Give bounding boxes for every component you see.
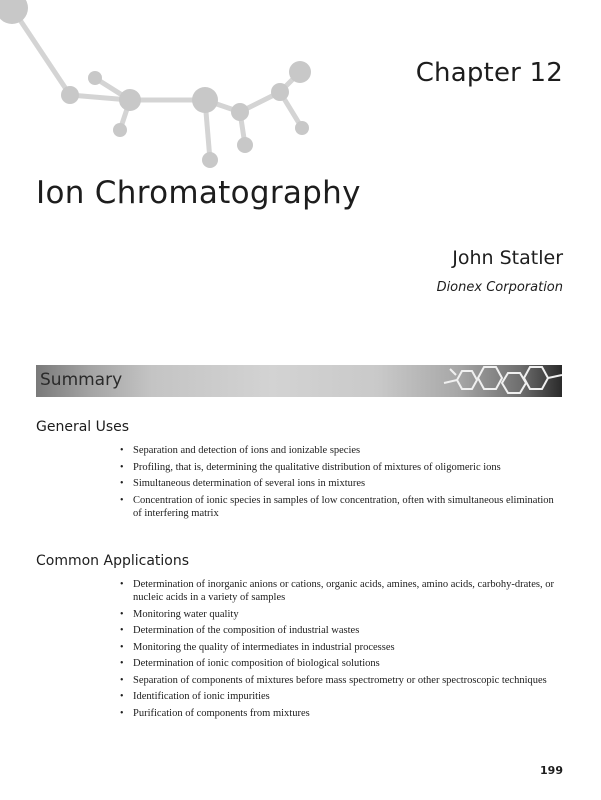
list-item: [120, 494, 565, 520]
bullet-icon: •: [120, 478, 124, 489]
hexagon-network-icon: [422, 365, 562, 397]
bullet-icon: •: [120, 674, 124, 686]
list-item-text: Monitoring water quality: [133, 608, 239, 620]
general-uses-heading: General Uses: [36, 419, 130, 435]
list-item-text: Purification of components from mixtures: [133, 707, 310, 719]
chapter-label: Chapter 12: [415, 58, 563, 88]
list-item-text: Determination of ionic composition of biological solutions: [133, 658, 380, 669]
list-item-text: Monitoring the quality of intermediates in industrial processes: [133, 641, 395, 653]
list-item-text: Determination of the composition of industrial wastes: [133, 625, 360, 636]
bullet-icon: •: [120, 641, 124, 653]
list-item: [120, 578, 565, 604]
list-item-text: Separation of components of mixtures before mass spectrometry or other spectroscopic techniques: [133, 674, 547, 686]
chapter-title: Ion Chromatography: [36, 175, 361, 211]
bullet-icon: •: [120, 658, 124, 669]
molecule-illustration: [0, 0, 340, 185]
bullet-icon: •: [120, 625, 124, 636]
list-item: [120, 657, 565, 670]
list-item: [120, 461, 565, 474]
page-number: 199: [540, 764, 563, 777]
bullet-icon: •: [120, 445, 124, 456]
list-item-text: Simultaneous determination of several ions in mixtures: [133, 478, 366, 489]
author-name: John Statler: [452, 247, 563, 269]
list-item: [120, 641, 565, 654]
summary-heading: Summary: [40, 370, 123, 390]
list-item: [120, 707, 565, 720]
list-item-text: Concentration of ionic species in samples of low concentration, often with simultaneous elimination of interfering matrix: [133, 494, 554, 519]
list-item: [120, 477, 565, 490]
list-item: [120, 624, 565, 637]
bullet-icon: •: [120, 691, 124, 702]
list-item-text: Determination of inorganic anions or cations, organic acids, amines, amino acids, carbohy-drates, or nucleic acids in a variety of samples: [133, 579, 554, 603]
list-item-text: Identification of ionic impurities: [133, 691, 270, 702]
list-item: [120, 690, 565, 703]
bullet-icon: •: [120, 707, 124, 719]
bullet-icon: •: [120, 461, 124, 473]
list-item: [120, 608, 565, 621]
list-item-text: Profiling, that is, determining the qualitative distribution of mixtures of oligomeric ions: [133, 461, 501, 473]
bullet-icon: •: [120, 608, 124, 620]
bullet-icon: •: [120, 494, 124, 506]
general-uses-list: [120, 444, 565, 523]
common-applications-heading: Common Applications: [36, 553, 190, 569]
list-item: [120, 444, 565, 457]
author-affiliation: Dionex Corporation: [436, 280, 563, 295]
list-item: [120, 674, 565, 687]
bullet-icon: •: [120, 579, 124, 590]
list-item-text: Separation and detection of ions and ionizable species: [133, 445, 361, 456]
summary-banner: [36, 365, 562, 397]
common-applications-list: [120, 578, 565, 723]
